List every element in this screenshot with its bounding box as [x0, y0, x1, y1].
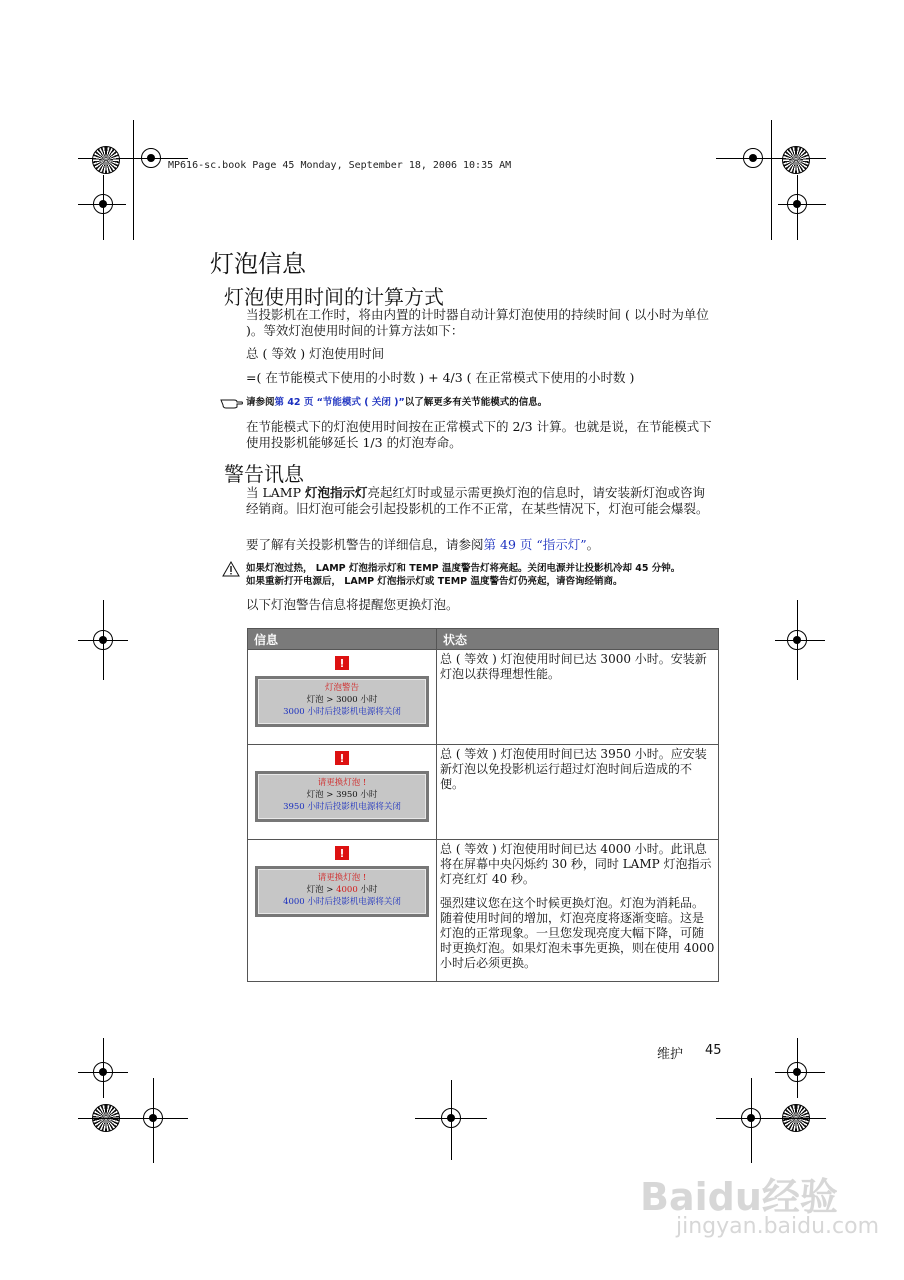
table-row — [248, 745, 719, 840]
crop-line — [78, 1118, 188, 1119]
status-cell — [437, 650, 719, 745]
formula-line-1: 总 ( 等效 ) 灯泡使用时间 — [246, 346, 385, 361]
text-run: 小时 — [357, 885, 378, 895]
alert-icon — [335, 846, 349, 860]
eco-mode-note — [246, 396, 716, 409]
osd-title: 请更换灯泡 ! — [317, 873, 367, 883]
watermark-url: jingyan.baidu.com — [676, 1214, 880, 1239]
osd-cell — [248, 745, 437, 840]
registration-mark-icon — [787, 1062, 807, 1082]
registration-mark-icon — [741, 1108, 761, 1128]
table-header-row — [248, 629, 719, 650]
overheat-warning-line-1: 如果灯泡过热， LAMP 灯泡指示灯和 TEMP 温度警告灯将亮起。关闭电源并让投影机冷却 45 分钟。 — [246, 563, 681, 574]
osd-title: 灯泡警告 — [324, 683, 359, 693]
registration-mark-icon — [143, 1108, 163, 1128]
osd-message-box — [255, 771, 429, 822]
registration-mark-icon — [441, 1108, 461, 1128]
table-row — [248, 650, 719, 745]
registration-mark-icon — [743, 148, 763, 168]
overheat-warning-line-2: 如果重新打开电源后， LAMP 灯泡指示灯或 TEMP 温度警告灯仍亮起，请咨询经销商。 — [246, 576, 623, 587]
text-run: 亮起红灯时或显示需更换灯泡的信息时，请安装新灯泡或咨询经销商。旧灯泡可能会引起投影机的工作不正常，在某些情况下，灯泡可能会爆裂。 — [246, 485, 709, 516]
alert-icon — [335, 656, 349, 670]
osd-lamp-hours — [258, 884, 426, 896]
note-prefix: 请参阅 — [246, 397, 275, 408]
section-heading-warnings: 警告讯息 — [224, 462, 304, 486]
warning-triangle-icon — [222, 561, 240, 581]
status-text: 总 ( 等效 ) 灯泡使用时间已达 4000 小时。此讯息将在屏幕中央闪烁约 30 秒，同时 LAMP 灯泡指示灯亮红灯 40 秒。 — [440, 842, 712, 886]
section-heading-lamp-hours: 灯泡使用时间的计算方式 — [224, 285, 444, 309]
osd-message-box — [255, 676, 429, 727]
osd-cell — [248, 840, 437, 982]
lamp-hours-intro: 当投影机在工作时，将由内置的计时器自动计算灯泡使用的持续时间 ( 以小时为单位 )。等效灯泡使用时间的计算方法如下： — [246, 307, 709, 338]
registration-sunburst-icon — [92, 146, 120, 174]
registration-mark-icon — [141, 148, 161, 168]
crop-line — [771, 120, 772, 240]
status-text: 总 ( 等效 ) 灯泡使用时间已达 3000 小时。安装新灯泡以获得理想性能。 — [440, 652, 707, 681]
column-header-status: 状态 — [437, 629, 719, 650]
crop-line — [716, 1118, 826, 1119]
text-run: 。 — [586, 537, 600, 552]
note-suffix: 以了解更多有关节能模式的信息。 — [404, 397, 548, 408]
text-run: 要了解有关投影机警告的详细信息，请参阅 — [246, 537, 484, 552]
page-title: 灯泡信息 — [210, 250, 306, 278]
osd-hours-value: 4000 — [336, 885, 358, 895]
status-recommendation: 强烈建议您在这个时候更换灯泡。灯泡为消耗品。随着使用时间的增加，灯泡亮度将逐渐变暗。这是灯泡的正常现象。一旦您发现亮度大幅下降，可随时更换灯泡。如果灯泡未事先更换，则在使用 4000 小时后必须更换。 — [440, 896, 715, 970]
registration-mark-icon — [93, 630, 113, 650]
text-run: 灯泡 > — [306, 885, 337, 895]
osd-cell — [248, 650, 437, 745]
formula-line-2: =( 在节能模式下使用的小时数 ) + 4/3 ( 在正常模式下使用的小时数 ) — [246, 370, 635, 385]
text-run: 当 LAMP — [246, 485, 305, 500]
indicator-reference — [246, 537, 716, 553]
overheat-warning — [246, 562, 721, 588]
lamp-warning-table — [247, 628, 719, 982]
table-row — [248, 840, 719, 982]
crop-line — [133, 120, 134, 240]
alert-icon — [335, 751, 349, 765]
eco-mode-paragraph: 在节能模式下的灯泡使用时间按在正常模式下的 2/3 计算。也就是说，在节能模式下使用投影机能够延长 1/3 的灯泡寿命。 — [246, 419, 712, 450]
pointing-hand-icon — [220, 395, 244, 414]
page-number: 45 — [705, 1043, 722, 1058]
registration-sunburst-icon — [782, 146, 810, 174]
osd-shutdown-notice: 3950 小时后投影机电源将关闭 — [283, 802, 401, 812]
status-text: 总 ( 等效 ) 灯泡使用时间已达 3950 小时。应安装新灯泡以免投影机运行超过灯泡时间后造成的不便。 — [440, 747, 707, 791]
indicator-page-link[interactable]: 第 49 页 “指示灯” — [483, 537, 587, 552]
book-header-line: MP616-sc.book Page 45 Monday, September 18, 2006 10:35 AM — [168, 160, 512, 171]
registration-mark-icon — [93, 1062, 113, 1082]
osd-shutdown-notice: 3000 小时后投影机电源将关闭 — [283, 707, 401, 717]
osd-shutdown-notice: 4000 小时后投影机电源将关闭 — [283, 897, 401, 907]
osd-lamp-hours: 灯泡 > 3950 小时 — [306, 790, 378, 800]
osd-lamp-hours: 灯泡 > 3000 小时 — [306, 695, 378, 705]
watermark-brand: Baidu经验 — [640, 1175, 838, 1219]
footer-section-name: 维护 — [657, 1047, 684, 1062]
table-intro: 以下灯泡警告信息将提醒您更换灯泡。 — [246, 597, 459, 612]
osd-message-box — [255, 866, 429, 917]
registration-mark-icon — [93, 194, 113, 214]
eco-mode-page-link[interactable]: 第 42 页 “节能模式 ( 关闭 )” — [274, 397, 405, 408]
registration-mark-icon — [787, 194, 807, 214]
status-cell — [437, 745, 719, 840]
registration-mark-icon — [787, 630, 807, 650]
lamp-indicator-term: 灯泡指示灯 — [305, 485, 368, 500]
status-cell — [437, 840, 719, 982]
column-header-info: 信息 — [248, 629, 437, 650]
osd-title: 请更换灯泡 ! — [317, 778, 367, 788]
warnings-intro — [246, 485, 716, 517]
